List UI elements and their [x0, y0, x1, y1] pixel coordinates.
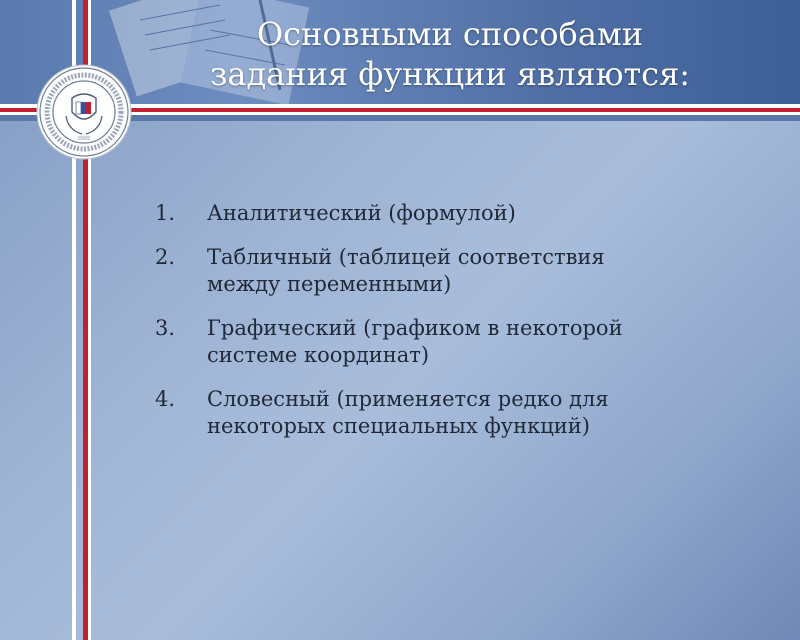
- page-title: [190, 14, 710, 94]
- list-item: [155, 386, 715, 440]
- list-item-text: [207, 315, 715, 369]
- methods-list: [155, 200, 715, 457]
- list-item: [155, 244, 715, 298]
- list-item-number: 3.: [155, 316, 176, 340]
- list-item-number: 1.: [155, 201, 176, 225]
- list-item-line: между переменными): [207, 272, 452, 296]
- list-item-line: Словесный (применяется редко для: [207, 387, 609, 411]
- list-item-number: 4.: [155, 387, 176, 411]
- list-item-line: Аналитический (формулой): [207, 201, 516, 225]
- list-item-text: [207, 244, 715, 298]
- title-line-1: Основными способами: [256, 15, 644, 53]
- list-item: [155, 315, 715, 369]
- list-item-line: некоторых специальных функций): [207, 414, 590, 438]
- list-item-text: [207, 386, 715, 440]
- title-line-2: задания функции являются:: [209, 55, 691, 93]
- list-item: [155, 200, 715, 227]
- list-item-line: системе координат): [207, 343, 430, 367]
- list-item-number: 2.: [155, 245, 176, 269]
- university-seal-icon: [36, 64, 132, 160]
- list-item-line: Графический (графиком в некоторой: [207, 316, 623, 340]
- list-item-text: [207, 200, 715, 227]
- list-item-line: Табличный (таблицей соответствия: [207, 245, 605, 269]
